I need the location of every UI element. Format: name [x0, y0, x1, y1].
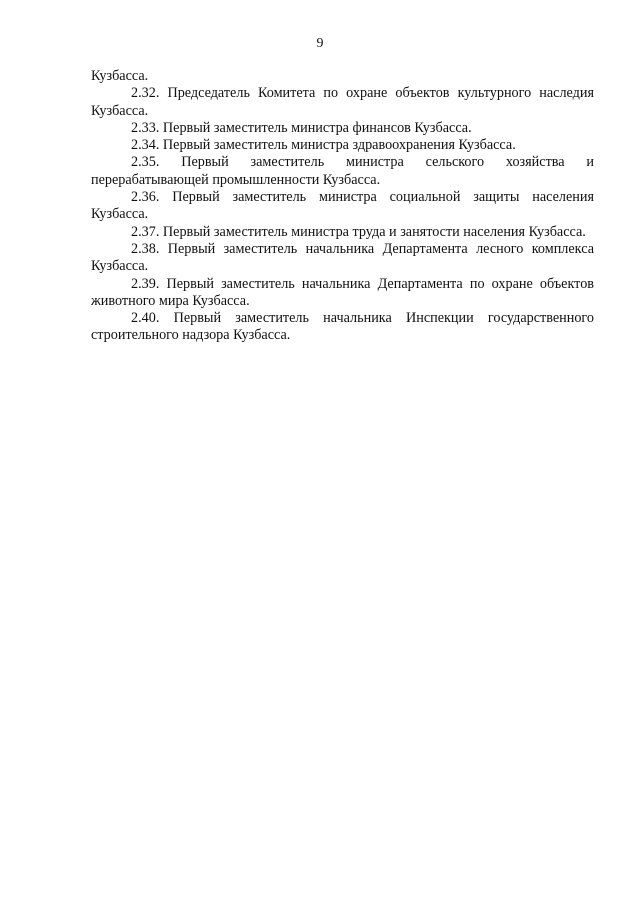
list-item-2-36: 2.36. Первый заместитель министра социальной защиты населения Кузбасса.: [91, 189, 594, 223]
list-item-2-37: 2.37. Первый заместитель министра труда и занятости населения Кузбасса.: [131, 223, 586, 240]
list-item-2-34: 2.34. Первый заместитель министра здравоохранения Кузбасса.: [131, 137, 516, 154]
list-item-2-33: 2.33. Первый заместитель министра финансов Кузбасса.: [131, 119, 472, 136]
list-item-2-40: 2.40. Первый заместитель начальника Инспекции государственного строительного надзора Кузбасса.: [91, 310, 594, 344]
document-body: [91, 68, 594, 345]
list-item-2-35: 2.35. Первый заместитель министра сельского хозяйства и перерабатывающей промышленности Кузбасса.: [91, 154, 594, 188]
list-item-2-39: 2.39. Первый заместитель начальника Департамента по охране объектов животного мира Кузбасса.: [91, 275, 594, 309]
list-item-2-38: 2.38. Первый заместитель начальника Департамента лесного комплекса Кузбасса.: [91, 240, 594, 275]
paragraph-continuation: Кузбасса.: [91, 68, 149, 84]
list-item-2-32: 2.32. Председатель Комитета по охране объектов культурного наследия Кузбасса.: [91, 85, 594, 119]
page-number: 9: [316, 36, 324, 51]
